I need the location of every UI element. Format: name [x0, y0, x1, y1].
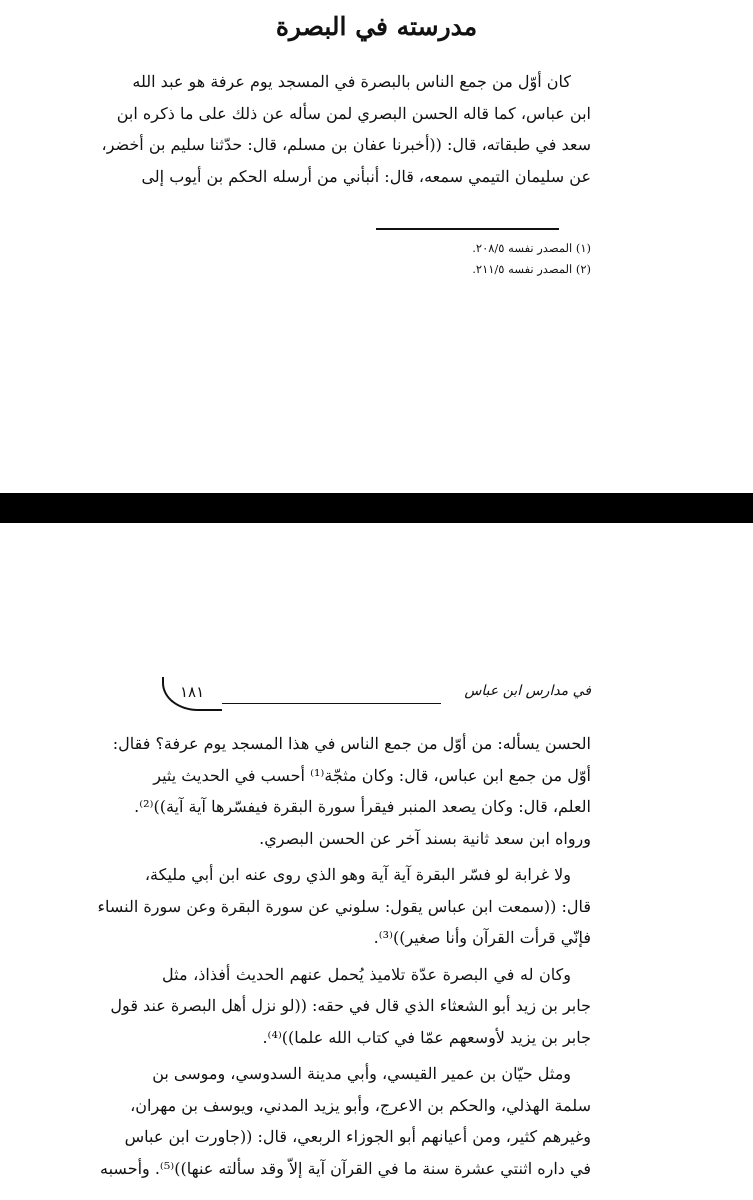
- bottom-page: [0, 523, 753, 1200]
- header-rule: [222, 703, 441, 704]
- text-line: قال: ((سمعت ابن عباس يقول: سلوني عن سورة البقرة وعن سورة النساء: [97, 896, 591, 916]
- paragraph: [112, 728, 591, 854]
- page-number: ١٨١: [180, 683, 205, 701]
- text-line: ولا غرابة لو فسّر البقرة آية آية وهو الذي روى عنه ابن أبي مليكة،: [144, 865, 571, 884]
- text-line: كان أوّل من جمع الناس بالبصرة في المسجد يوم عرفة هو عبد الله: [132, 72, 571, 91]
- text-line: سعد في طبقاته، قال: ((أخبرنا عفان بن مسلم، قال: حدّثنا سليم بن أخضر،: [101, 135, 591, 154]
- text-line: وغيرهم كثير، ومن أعيانهم أبو الجوزاء الربعي، قال: ((جاورت ابن عباس: [124, 1127, 591, 1146]
- text-line: فإنّي قرأت القرآن وأنا صغير))⁽³⁾.: [373, 928, 591, 947]
- text-line: ومثل حيّان بن عمير القيسي، وأبي مدينة السدوسي، وموسى بن: [152, 1064, 571, 1083]
- text-line: وكان له في البصرة عدّة تلاميذ يُحمل عنهم الحديث أفذاذ، مثل: [162, 964, 571, 984]
- footnote: (١) المصدر نفسه ٢٠٨/٥.: [472, 241, 591, 255]
- page-separator-bar: [0, 493, 753, 523]
- text-line: سلمة الهذلي، والحكم بن الاعرج، وأبو يزيد المدني، ويوسف بن مهران،: [130, 1095, 591, 1115]
- top-body-text: [101, 66, 591, 192]
- footnotes: [472, 238, 591, 280]
- text-line: ورواه ابن سعد ثانية بسند آخر عن الحسن البصري.: [259, 828, 591, 848]
- text-line: العلم، قال: وكان يصعد المنبر فيقرأ سورة البقرة فيفسّرها آية آية))⁽²⁾.: [134, 797, 591, 816]
- bottom-body-text: [97, 728, 591, 1184]
- footnote-divider: [376, 228, 559, 230]
- text-line: جابر بن زيد أبو الشعثاء الذي قال في حقه: ((لو نزل أهل البصرة عند قول: [110, 996, 591, 1015]
- text-line: جابر بن يزيد لأوسعهم عمّا في كتاب الله علما))⁽⁴⁾.: [262, 1027, 591, 1047]
- text-line: أوّل من جمع ابن عباس، قال: وكان مثجّة⁽¹⁾ أحسب في الحديث يثير: [153, 765, 591, 785]
- section-title: مدرسته في البصرة: [275, 12, 478, 41]
- paragraph: [110, 959, 591, 1054]
- footnote: (٢) المصدر نفسه ٢١١/٥.: [472, 262, 591, 276]
- text-line: في داره اثنتي عشرة سنة ما في القرآن آية إلاّ وقد سألته عنها))⁽⁵⁾. وأحسبه: [100, 1158, 591, 1178]
- text-line: ابن عباس، كما قاله الحسن البصري لمن سأله عن ذلك على ما ذكره ابن: [116, 103, 591, 123]
- running-title: في مدارس ابن عباس: [464, 683, 591, 699]
- running-header: [162, 681, 591, 715]
- paragraph: [97, 859, 591, 954]
- top-page: [0, 0, 753, 493]
- paragraph: [100, 1058, 591, 1184]
- text-line: عن سليمان التيمي سمعه، قال: أنبأني من أرسله الحكم بن أيوب إلى: [141, 166, 591, 186]
- text-line: الحسن يسأله: من أوّل من جمع الناس في هذا المسجد يوم عرفة؟ فقال:: [112, 734, 591, 753]
